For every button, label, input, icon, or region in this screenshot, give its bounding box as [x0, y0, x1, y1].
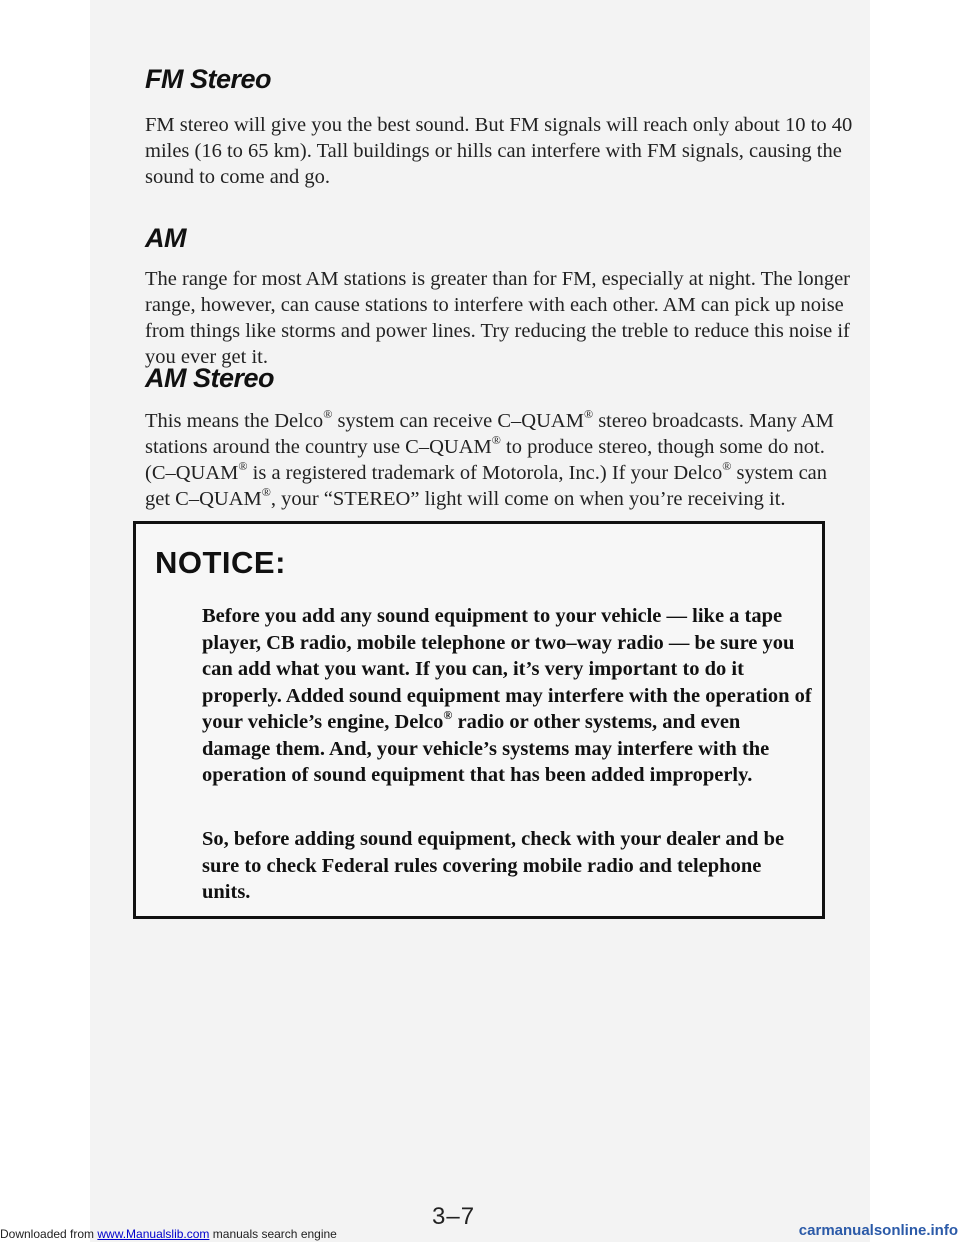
registered-mark: ®	[238, 459, 248, 474]
am-stereo-paragraph: This means the Delco® system can receive C–QUAM® stereo broadcasts. Many AM stations around the country use C–QUAM® to produce stereo, though some do not. (C–QUAM® is a registered trademark of Motorola, Inc.) If your Delco® system can get C–QUAM®, your “STEREO” light will come on when you’re receiving it.	[145, 407, 834, 510]
download-footer: Downloaded from www.Manualslib.com manuals search engine	[0, 1227, 337, 1241]
notice-title: NOTICE:	[155, 545, 286, 580]
am-paragraph: The range for most AM stations is greater than for FM, especially at night. The longer range, however, can cause stations to interfere with each other. AM can pick up noise from things like storms and power lines. Try reducing the treble to reduce this noise if you ever get it.	[145, 268, 850, 368]
manualslib-link[interactable]: www.Manualslib.com	[97, 1227, 210, 1241]
registered-mark: ®	[722, 459, 732, 474]
registered-mark: ®	[323, 407, 333, 422]
am-heading: AM	[145, 223, 186, 253]
registered-mark: ®	[583, 407, 594, 422]
am-stereo-heading: AM Stereo	[145, 363, 275, 393]
fm-stereo-heading: FM Stereo	[145, 64, 272, 94]
notice-paragraph-2: So, before adding sound equipment, check with your dealer and be sure to check Federal rules covering mobile radio and telephone units.	[202, 828, 785, 903]
notice-paragraph-1: Before you add any sound equipment to your vehicle — like a tape player, CB radio, mobile telephone or two–way radio — be sure you can add what you want. If you can, it’s very important to do it properly. Added sound equipment may interfere with the operation of your vehicle’s engine, Delco® radio or other systems, and even damage them. And, your vehicle’s systems may interfere with the operation of sound equipment that has been added improperly.	[202, 605, 812, 786]
registered-mark: ®	[491, 433, 501, 448]
watermark-text: carmanualsonline.info	[798, 1222, 958, 1239]
page-number: 3–7	[432, 1203, 476, 1230]
fm-stereo-paragraph: FM stereo will give you the best sound. But FM signals will reach only about 10 to 40 miles (16 to 65 km). Tall buildings or hills can interfere with FM signals, causing the sound to come and go.	[145, 114, 853, 188]
registered-mark: ®	[443, 708, 453, 723]
registered-mark: ®	[261, 485, 271, 500]
